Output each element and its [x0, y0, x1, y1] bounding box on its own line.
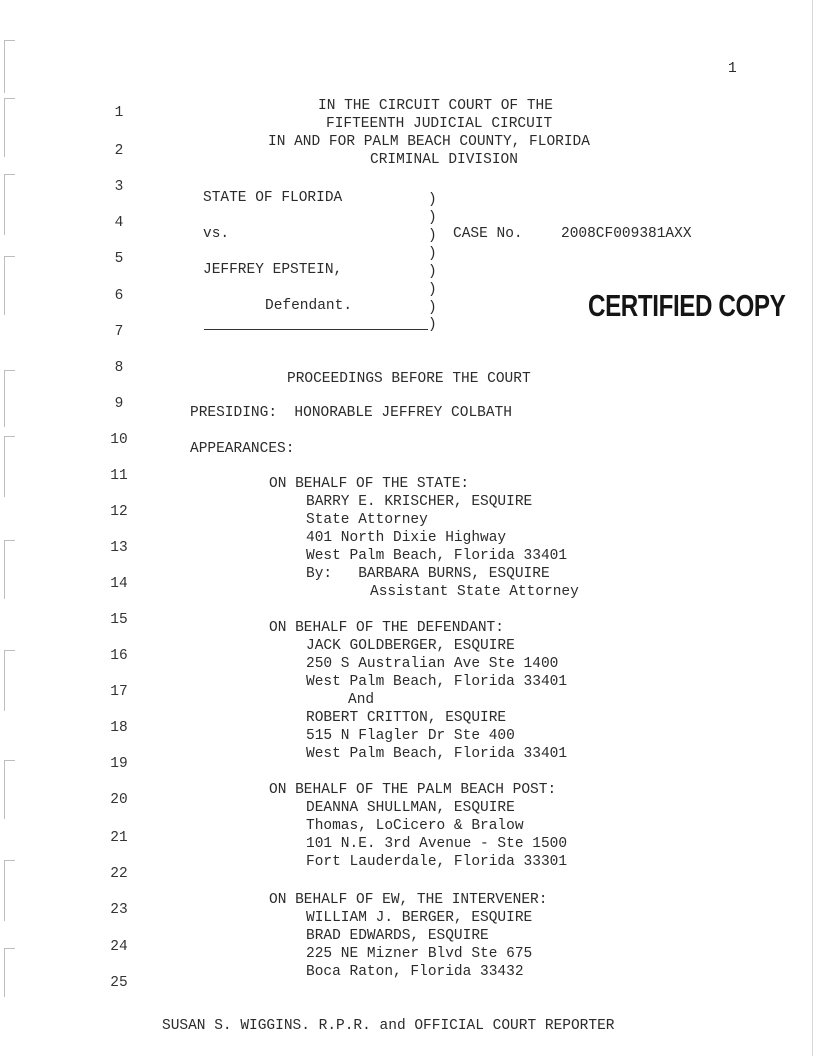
caption-plaintiff: STATE OF FLORIDA	[203, 190, 343, 206]
line-number: 20	[110, 792, 128, 808]
intervener-line: WILLIAM J. BERGER, ESQUIRE	[306, 910, 533, 926]
caption-versus: vs.	[203, 226, 230, 242]
binder-mark	[4, 436, 15, 497]
line-number: 11	[110, 468, 128, 484]
intervener-heading: ON BEHALF OF EW, THE INTERVENER:	[269, 892, 548, 908]
defendant-heading: ON BEHALF OF THE DEFENDANT:	[269, 620, 504, 636]
intervener-line: 225 NE Mizner Blvd Ste 675	[306, 946, 533, 962]
post-line: Thomas, LoCicero & Bralow	[306, 818, 524, 834]
line-number: 4	[114, 215, 124, 231]
line-number: 21	[110, 830, 128, 846]
line-number: 15	[110, 612, 128, 628]
caption-bracket: )	[428, 228, 437, 244]
caption-bracket: )	[428, 317, 437, 333]
post-line: Fort Lauderdale, Florida 33301	[306, 854, 568, 870]
caption-defendant-label: Defendant.	[265, 298, 353, 314]
defendant-line: 250 S Australian Ave Ste 1400	[306, 656, 559, 672]
line-number: 18	[110, 720, 128, 736]
caption-bracket: )	[428, 246, 437, 262]
post-line: DEANNA SHULLMAN, ESQUIRE	[306, 800, 515, 816]
binder-mark	[4, 256, 15, 315]
intervener-line: BRAD EDWARDS, ESQUIRE	[306, 928, 489, 944]
line-number: 23	[110, 902, 128, 918]
case-label: CASE No.	[453, 226, 523, 242]
court-heading-line: IN AND FOR PALM BEACH COUNTY, FLORIDA	[268, 134, 590, 150]
intervener-line: Boca Raton, Florida 33432	[306, 964, 524, 980]
line-number: 14	[110, 576, 128, 592]
state-line: 401 North Dixie Highway	[306, 530, 507, 546]
reporter-footer: SUSAN S. WIGGINS. R.P.R. and OFFICIAL COURT REPORTER	[162, 1018, 615, 1034]
caption-bracket: )	[428, 192, 437, 208]
certified-copy-stamp: CERTIFIED COPY	[588, 288, 786, 323]
state-line: By: BARBARA BURNS, ESQUIRE	[306, 566, 550, 582]
binder-mark	[4, 98, 15, 157]
defendant-line: 515 N Flagler Dr Ste 400	[306, 728, 515, 744]
line-number: 9	[114, 396, 124, 412]
state-line: West Palm Beach, Florida 33401	[306, 548, 568, 564]
post-line: 101 N.E. 3rd Avenue - Ste 1500	[306, 836, 568, 852]
line-number: 8	[114, 360, 124, 376]
case-number: 2008CF009381AXX	[561, 226, 692, 242]
binder-mark	[4, 650, 15, 711]
defendant-line: West Palm Beach, Florida 33401	[306, 674, 568, 690]
line-number: 22	[110, 866, 128, 882]
line-number: 12	[110, 504, 128, 520]
defendant-line: ROBERT CRITTON, ESQUIRE	[306, 710, 507, 726]
line-number: 6	[114, 288, 124, 304]
state-line: Assistant State Attorney	[370, 584, 579, 600]
caption-bracket: )	[428, 210, 437, 226]
binder-mark	[4, 370, 15, 427]
post-heading: ON BEHALF OF THE PALM BEACH POST:	[269, 782, 557, 798]
page-edge	[812, 0, 813, 1056]
state-line: BARRY E. KRISCHER, ESQUIRE	[306, 494, 533, 510]
line-number: 16	[110, 648, 128, 664]
binder-mark	[4, 40, 15, 93]
binder-mark	[4, 948, 15, 997]
line-number: 1	[114, 105, 124, 121]
line-number: 10	[110, 432, 128, 448]
binder-mark	[4, 760, 15, 819]
binder-mark	[4, 540, 15, 599]
presiding-line: PRESIDING: HONORABLE JEFFREY COLBATH	[190, 405, 512, 421]
caption-underline	[204, 329, 428, 330]
court-heading-line: IN THE CIRCUIT COURT OF THE	[318, 98, 553, 114]
line-number: 7	[114, 324, 124, 340]
line-number: 25	[110, 975, 128, 991]
state-heading: ON BEHALF OF THE STATE:	[269, 476, 470, 492]
line-number: 3	[114, 179, 124, 195]
court-heading-line: FIFTEENTH JUDICIAL CIRCUIT	[326, 116, 553, 132]
line-number: 2	[114, 143, 124, 159]
defendant-line: JACK GOLDBERGER, ESQUIRE	[306, 638, 515, 654]
caption-defendant-name: JEFFREY EPSTEIN,	[203, 262, 343, 278]
page-number: 1	[728, 61, 737, 77]
proceedings-title: PROCEEDINGS BEFORE THE COURT	[287, 371, 531, 387]
defendant-line: And	[348, 692, 375, 708]
caption-bracket: )	[428, 282, 437, 298]
line-number: 19	[110, 756, 128, 772]
line-number: 17	[110, 684, 128, 700]
binder-mark	[4, 174, 15, 235]
caption-bracket: )	[428, 300, 437, 316]
state-line: State Attorney	[306, 512, 428, 528]
defendant-line: West Palm Beach, Florida 33401	[306, 746, 568, 762]
line-number: 24	[110, 939, 128, 955]
appearances-label: APPEARANCES:	[190, 441, 295, 457]
caption-bracket: )	[428, 264, 437, 280]
line-number: 13	[110, 540, 128, 556]
binder-mark	[4, 860, 15, 921]
line-number: 5	[114, 251, 124, 267]
court-heading-line: CRIMINAL DIVISION	[370, 152, 518, 168]
